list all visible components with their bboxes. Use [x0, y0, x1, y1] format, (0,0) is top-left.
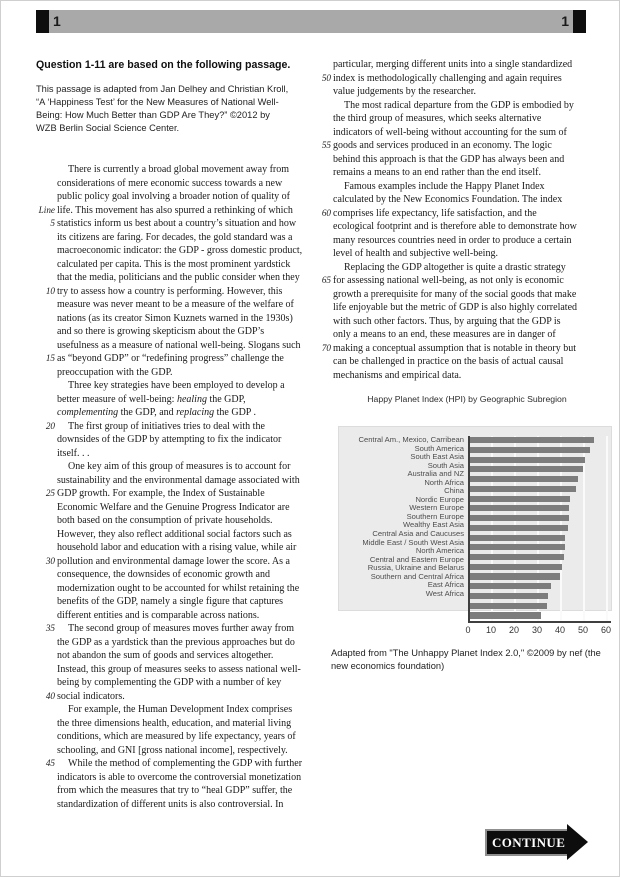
chart-row	[470, 603, 611, 612]
passage-line-text: nations (as its creator Simon Kuznets warned in the 1930s)	[57, 312, 293, 324]
x-tick-label: 60	[600, 624, 612, 635]
bar	[470, 593, 548, 599]
passage-source-blurb	[36, 83, 308, 135]
category-label: Russia, Ukraine and Belarus	[367, 563, 464, 573]
x-tick-label: 40	[554, 624, 566, 635]
passage-line-text: calculated by the New Economics Foundation. The index	[333, 194, 563, 205]
x-tick-label: 10	[485, 624, 497, 635]
passage-line	[45, 352, 308, 366]
passage-line-text: only a means to an end, these measures are in danger of	[333, 329, 556, 340]
passage-line	[333, 355, 603, 369]
blurb-line: This passage is adapted from Jan Delhey and Christian Kroll,	[36, 84, 289, 94]
line-number: 45	[45, 758, 55, 768]
passage-line-text: The second group of measures moves further away from	[68, 623, 295, 634]
passage-line-text: index is methodologically challenging and again requires	[333, 72, 562, 84]
section-number-right: 1	[561, 13, 569, 29]
passage-line	[38, 204, 308, 218]
passage-line-text: growth a prerequisite for many of the social goods that make	[333, 288, 577, 300]
passage-line-text: level of health and subjective well-being.	[333, 248, 498, 259]
section-number-left: 1	[53, 13, 61, 29]
passage-line-text: For example, the Human Development Index comprises	[68, 704, 293, 715]
passage-line	[333, 247, 603, 261]
passage-line	[57, 771, 308, 785]
chart-row	[470, 505, 611, 514]
passage-line	[57, 595, 308, 609]
passage-line-text: modernization ought to be accounted for whilst retaining the	[57, 582, 300, 594]
category-label: China	[444, 486, 464, 496]
passage-line	[57, 676, 308, 690]
passage-line	[333, 126, 603, 140]
passage-line	[57, 190, 308, 204]
passage-line-text: ecological footprint and is therefore able to demonstrate how	[333, 221, 577, 232]
line-number: 25	[45, 488, 55, 498]
line-number: 35	[45, 623, 55, 633]
passage-line-text: being by complementing the GDP with a number of key	[57, 677, 282, 688]
passage-line	[333, 288, 603, 302]
passage-line	[333, 234, 603, 248]
passage-line-text: behind this approach is that the GDP has always been and	[333, 153, 565, 165]
chart-row	[470, 593, 611, 602]
passage-line-text: Instead, this group of measures seeks to assess national well-	[57, 663, 301, 675]
passage-line	[57, 609, 308, 623]
line-number: 30	[45, 555, 55, 566]
passage-line-text: and so there is growing skepticism about the GDP’s	[57, 326, 265, 337]
category-label: Central Am., Mexico, Carribean	[358, 435, 464, 444]
passage-line-text: Three key strategies have been employed to develop a	[68, 380, 285, 391]
passage-line-text: calculated per capita. This is the most prominent yardstick	[57, 258, 291, 270]
chart-row	[470, 476, 611, 485]
passage-line	[333, 99, 603, 113]
passage-line-text: There is currently a broad global movement away from	[68, 164, 290, 175]
passage-line-text: preoccupation with the GDP.	[57, 366, 173, 378]
passage-line-text: for assessing national well-being, as not only is economic	[333, 275, 564, 286]
passage-line-text: goods and services produced in an economy. The logic	[333, 140, 552, 151]
chart-row	[470, 535, 611, 544]
chart-row	[470, 447, 611, 456]
passage-line	[57, 393, 308, 407]
passage-line	[57, 541, 308, 555]
header-right-black-cap	[573, 10, 586, 33]
passage-line-text: complementing the GDP, and replacing the GDP .	[57, 407, 256, 418]
x-tick-label: 50	[577, 624, 589, 635]
passage-line-text: social indicators.	[57, 690, 125, 702]
passage-line-text: sustainability and the environmental damage associated with	[57, 474, 300, 486]
continue-button-label[interactable]: CONTINUE	[485, 829, 567, 856]
passage-line	[321, 139, 603, 153]
chart-row	[470, 544, 611, 553]
category-label: Central Asia and Caucuses	[372, 529, 464, 539]
passage-line-text: Famous examples include the Happy Planet Index	[344, 180, 545, 192]
passage-line-text: Replacing the GDP altogether is quite a drastic strategy	[344, 261, 566, 273]
passage-line	[57, 406, 308, 420]
chart-plot-area	[339, 436, 611, 623]
chart-row	[470, 583, 611, 592]
chart-row	[470, 525, 611, 534]
passage-line	[333, 301, 603, 315]
passage-line-text: pollution and environmental damage lower the score. As a	[57, 555, 290, 567]
blurb-line: “A ‘Happiness Test’ for the New Measures of National Well-	[36, 97, 279, 107]
passage-line	[57, 717, 308, 731]
passage-line-text: itself. . .	[57, 447, 90, 459]
bar	[470, 603, 547, 609]
line-number: Line	[38, 204, 55, 215]
passage-line	[45, 420, 308, 434]
passage-line-text: as “beyond GDP” or “redefining progress” challenge the	[57, 353, 284, 364]
passage-line	[50, 217, 308, 231]
passage-left-column	[38, 163, 308, 811]
passage-line-text: conditions, which are measured by life expectancy, years of	[57, 731, 296, 742]
line-number: 50	[321, 72, 331, 83]
header-left-black-cap	[36, 10, 49, 33]
passage-line-text: the GDP as a yardstick than the previous approaches but do	[57, 636, 295, 648]
passage-line-text: life enjoyable but the metric of GDP is also highly correlated	[333, 302, 578, 313]
category-label: Wealthy East Asia	[402, 520, 464, 530]
passage-line	[57, 649, 308, 663]
bar	[470, 437, 594, 443]
passage-line	[57, 447, 308, 461]
blurb-line: Being: How Much Better than GDP Are They?” ©2012 by	[36, 110, 270, 120]
chart-row	[470, 573, 611, 582]
bar	[470, 612, 541, 618]
passage-line	[57, 271, 308, 285]
passage-line-text: usefulness as a measure of national well-being. Slogans such	[57, 339, 301, 351]
passage-line	[57, 730, 308, 744]
passage-line	[57, 379, 308, 393]
line-number: 70	[321, 342, 331, 353]
passage-right-column	[321, 58, 603, 382]
line-number: 40	[45, 690, 55, 701]
category-label: Middle East / South West Asia	[362, 537, 464, 547]
category-label: South Asia	[427, 460, 464, 470]
passage-line-text: While the method of complementing the GDP with further	[68, 758, 303, 769]
passage-line-text: consequence, the downsides of economic growth and	[57, 569, 270, 580]
category-label: North Africa	[424, 477, 464, 487]
chart-row	[470, 457, 611, 466]
passage-line-text: indicators is able to overcome the controversial monetization	[57, 771, 302, 783]
line-number: 5	[50, 218, 55, 228]
category-label: West Africa	[425, 588, 464, 598]
passage-line	[45, 487, 308, 501]
arrow-right-icon	[567, 824, 588, 860]
category-label: Southern and Central Africa	[370, 571, 464, 581]
bar	[470, 525, 568, 531]
passage-line-text: that the media, politicians and the public consider when they	[57, 272, 300, 283]
bar	[470, 496, 570, 502]
category-label: Western Europe	[409, 503, 464, 513]
passage-line-text: many resources countries need in order to produce a certain	[333, 234, 572, 246]
passage-line	[321, 207, 603, 221]
bar	[470, 564, 562, 570]
passage-line-text: comprises life expectancy, life satisfaction, and the	[333, 207, 537, 219]
passage-line	[57, 568, 308, 582]
passage-line-text: can be challenged in practice on the basis of actual causal	[333, 356, 564, 367]
chart-row	[470, 515, 611, 524]
passage-line	[333, 153, 603, 167]
passage-line-text: considerations of mere economic success towards a new	[57, 177, 283, 189]
passage-line	[333, 112, 603, 126]
chart-row	[470, 486, 611, 495]
chart-row	[470, 496, 611, 505]
passage-line	[333, 193, 603, 207]
passage-line-text: remains a means to an end rather than the end itself.	[333, 167, 541, 178]
x-tick-label: 30	[531, 624, 543, 635]
passage-line-text: benefits of the GDP, namely a single figure that captures	[57, 596, 284, 607]
blurb-line: WZB Berlin Social Science Center.	[36, 123, 180, 133]
passage-line	[333, 369, 603, 383]
passage-line-text: downsides of the GDP by attempting to fix the indicator	[57, 434, 282, 445]
passage-line	[57, 244, 308, 258]
chart-row	[470, 437, 611, 446]
passage-line-text: try to assess how a country is performing. However, this	[57, 285, 283, 297]
passage-line-text: from which the measures that try to “heal GDP” suffer, the	[57, 785, 293, 796]
line-number: 10	[45, 285, 55, 296]
left-column	[36, 58, 308, 811]
x-tick-label: 0	[465, 624, 471, 635]
passage-line-text: both based on the consumption of private households.	[57, 515, 273, 526]
passage-line	[57, 258, 308, 272]
passage-line	[57, 744, 308, 758]
chart-x-axis	[465, 623, 612, 636]
passage-line	[57, 177, 308, 191]
category-label: East Africa	[427, 580, 464, 590]
passage-line	[57, 514, 308, 528]
category-label: North America	[415, 546, 464, 556]
bar	[470, 554, 564, 560]
passage-line	[333, 58, 603, 72]
passage-line-text: One key aim of this group of measures is to account for	[68, 461, 291, 472]
passage-line	[57, 325, 308, 339]
bar	[470, 535, 565, 541]
passage-line	[57, 231, 308, 245]
category-label: South East Asia	[410, 452, 464, 462]
line-number: 15	[45, 353, 55, 363]
passage-line	[57, 663, 308, 677]
passage-line-text: However, they also reflect additional social factors such as	[57, 528, 292, 540]
passage-line-text: Economic Welfare and the Genuine Progress Indicator are	[57, 501, 290, 513]
chart-category-labels	[339, 436, 468, 623]
passage-line	[57, 163, 308, 177]
passage-line-text: with such other factors. Thus, by arguing that the GDP is	[333, 315, 561, 327]
bar	[470, 505, 569, 511]
passage-line	[57, 703, 308, 717]
chart-row	[470, 564, 611, 573]
passage-line-text: the three dimensions health, education, and material living	[57, 717, 292, 729]
passage-line	[45, 285, 308, 299]
passage-line	[57, 460, 308, 474]
continue-button[interactable]	[485, 824, 588, 860]
passage-line-text: GDP growth. For example, the Index of Sustainable	[57, 488, 265, 499]
passage-line	[321, 72, 603, 86]
passage-line-text: not abandon the sum of goods and services altogether.	[57, 650, 274, 661]
passage-line	[57, 474, 308, 488]
passage-line-text: its citizens are faring. For decades, the gold standard was a	[57, 231, 293, 243]
passage-line-text: measure was never meant to be a measure of the welfare of	[57, 299, 294, 310]
passage-line	[333, 261, 603, 275]
chart-source-caption: Adapted from "The Unhappy Planet Index 2.0," ©2009 by nef (the new economics foundation)	[331, 648, 601, 671]
passage-line	[57, 528, 308, 542]
bar	[470, 466, 583, 472]
chart-row	[470, 612, 611, 621]
passage-line	[57, 582, 308, 596]
category-label: Southern Europe	[406, 511, 464, 521]
passage-line-text: different entities and is comparable across nations.	[57, 609, 260, 621]
passage-line-text: public policy goal involving a broader notion of quality of	[57, 191, 291, 202]
category-label: Nordic Europe	[415, 494, 464, 504]
passage-line	[57, 433, 308, 447]
page-header	[36, 10, 586, 33]
passage-line-text: life. This movement has also spurred a rethinking of which	[57, 204, 293, 216]
passage-line	[57, 798, 308, 812]
passage-line	[57, 501, 308, 515]
bar	[470, 583, 551, 589]
passage-line	[321, 274, 603, 288]
question-range-heading: Question 1-11 are based on the following passage.	[36, 59, 291, 71]
x-tick-label: 20	[508, 624, 520, 635]
bar	[470, 447, 590, 453]
passage-line-text: particular, merging different units into a single standardized	[333, 59, 573, 70]
passage-line	[333, 328, 603, 342]
passage-line	[333, 315, 603, 329]
passage-line-text: mechanisms and empirical data.	[333, 369, 462, 381]
category-label: Central and Eastern Europe	[369, 554, 464, 564]
bar	[470, 515, 569, 521]
passage-line-text: value judgements by the researcher.	[333, 86, 476, 97]
passage-line	[333, 220, 603, 234]
passage-line-text: macroeconomic indicator: the GDP - gross domestic product,	[57, 245, 303, 256]
passage-line-text: standardization of different units is also controversial. In	[57, 798, 284, 810]
chart-title: Happy Planet Index (HPI) by Geographic Subregion	[367, 394, 567, 404]
line-number: 55	[321, 140, 331, 150]
hpi-bar-chart	[338, 426, 612, 635]
chart-row	[470, 466, 611, 475]
line-number: 65	[321, 275, 331, 285]
passage-line	[57, 784, 308, 798]
passage-line	[333, 180, 603, 194]
line-number: 60	[321, 207, 331, 218]
passage-line	[57, 636, 308, 650]
passage-line-text: statistics inform us best about a country’s situation and how	[57, 218, 297, 229]
passage-line-text: The most radical departure from the GDP is embodied by	[344, 99, 574, 111]
passage-line-text: the third group of measures, which seeks alternative	[333, 113, 542, 124]
passage-line	[45, 555, 308, 569]
passage-line	[333, 166, 603, 180]
passage-line-text: The first group of initiatives tries to deal with the	[68, 420, 265, 432]
passage-line	[57, 312, 308, 326]
passage-line-text: indicators of well-being without accounting for the sum of	[333, 126, 567, 138]
bar	[470, 573, 560, 579]
passage-line	[45, 622, 308, 636]
passage-line-text: making a conceptual assumption that is notable in theory but	[333, 342, 577, 354]
passage-line	[333, 85, 603, 99]
right-column	[321, 58, 612, 672]
category-label: South America	[414, 443, 464, 453]
passage-line	[45, 690, 308, 704]
passage-line	[57, 366, 308, 380]
chart-bars	[468, 436, 611, 623]
bar	[470, 544, 565, 550]
bar	[470, 486, 576, 492]
bar	[470, 476, 578, 482]
passage-line	[45, 757, 308, 771]
line-number: 20	[45, 420, 55, 431]
passage-line	[57, 298, 308, 312]
passage-line	[57, 339, 308, 353]
passage-line-text: better measure of well-being: healing the GDP,	[57, 393, 246, 405]
passage-line-text: schooling, and GNI [gross national income], respectively.	[57, 744, 288, 756]
chart-row	[470, 554, 611, 563]
passage-line	[321, 342, 603, 356]
bar	[470, 457, 585, 463]
passage-line-text: household labor and education with a rising value, while air	[57, 542, 297, 553]
category-label: Australia and NZ	[407, 469, 464, 479]
